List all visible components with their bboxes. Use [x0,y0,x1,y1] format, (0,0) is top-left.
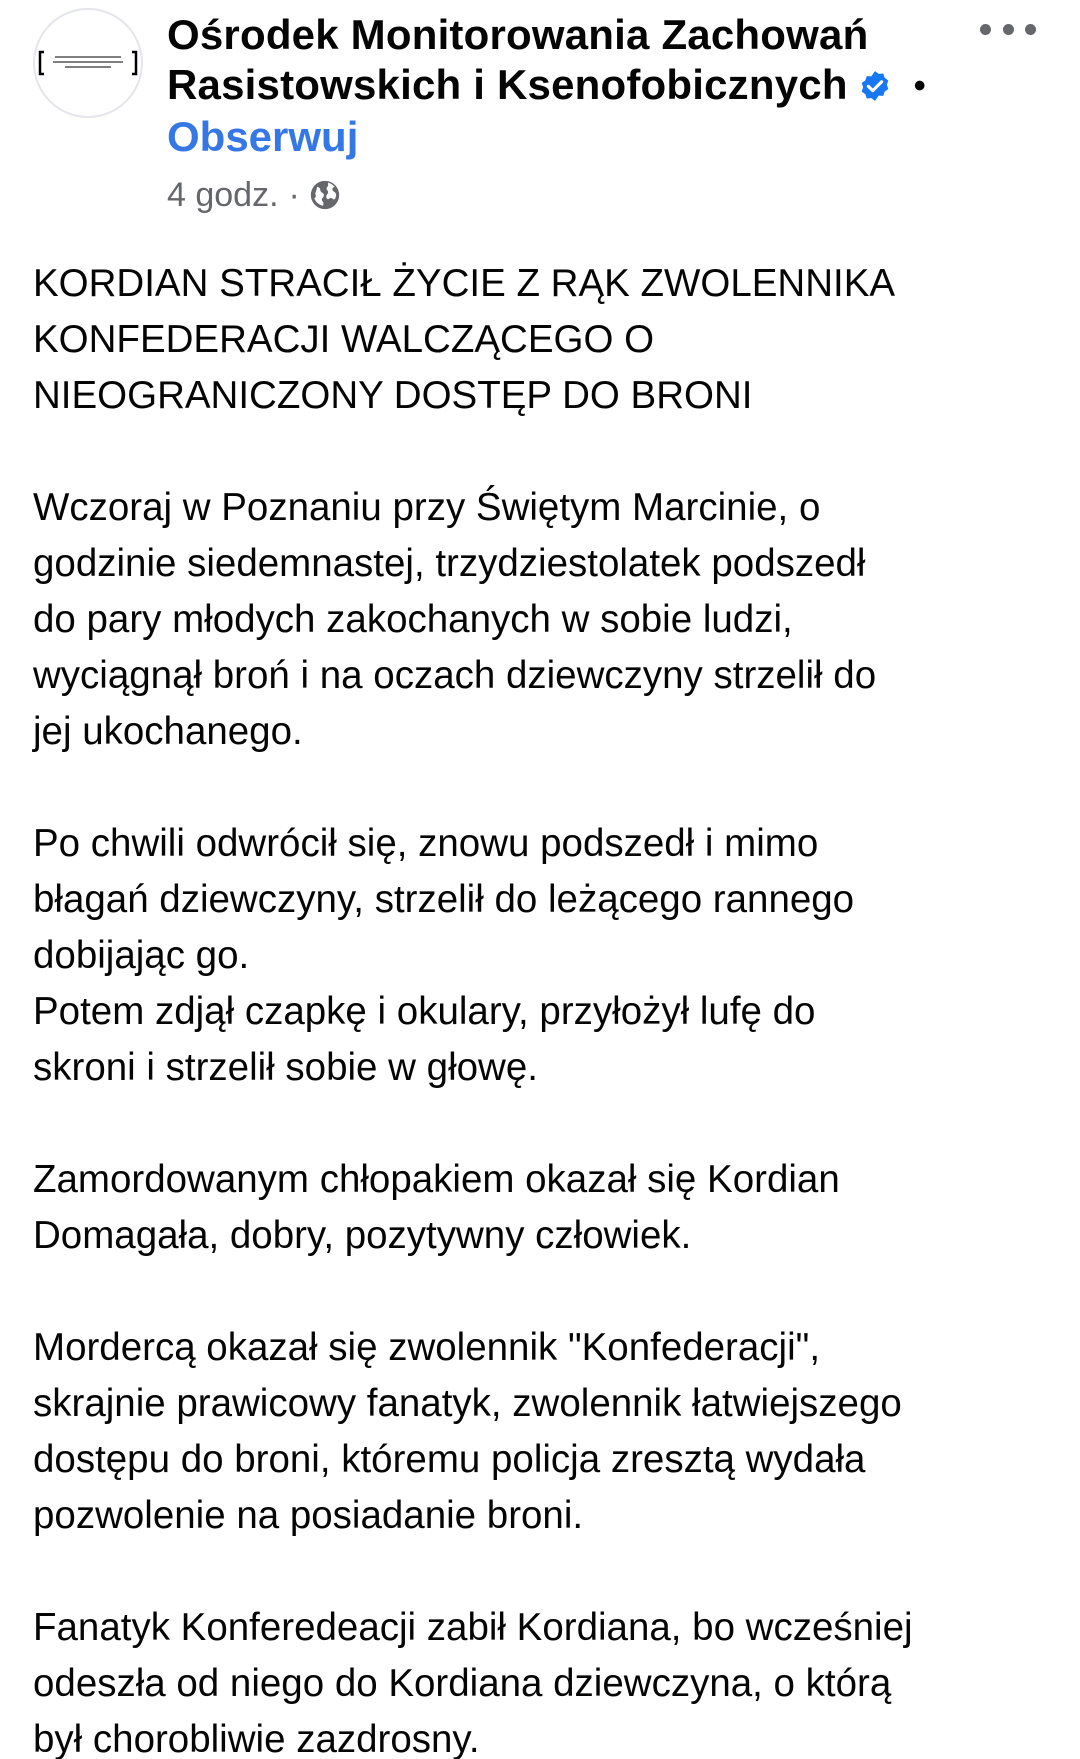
page-logo [35,10,141,116]
meta-separator: · [288,175,300,214]
post-paragraph: Zamordowanym chłopakiem okazał się Kordian Domagała, dobry, pozytywny człowiek. [33,1158,840,1257]
post-text [33,256,1053,1759]
follow-button[interactable]: Obserwuj [167,113,359,160]
more-dot [1003,24,1014,35]
more-options-icon[interactable] [980,12,1036,46]
globe-icon[interactable] [308,178,342,212]
post-paragraph: Mordercą okazał się zwolennik "Konfederacji", skrajnie prawicowy fanatyk, zwolennik łatwiejszego dostępu do broni, któremu policja zresztą wydała pozwolenie na posiadanie broni. [33,1326,902,1537]
post-header [0,0,1080,230]
page-name-line-2-text[interactable]: Rasistowskich i Ksenofobicznych [167,61,848,108]
post-paragraph: Fanatyk Konferedeacji zabił Kordiana, bo wcześniej odeszła od niego do Kordiana dziewczyna, o którą był chorobliwie zazdrosny. [33,1606,913,1759]
post-paragraph: Wczoraj w Poznaniu przy Świętym Marcinie, o godzinie siedemnastej, trzydziestolatek podszedł do pary młodych zakochanych w sobie ludzi, wyciągnął broń i na oczach dziewczyny strzelił do jej ukochanego. [33,486,877,753]
page-name[interactable] [167,10,967,111]
name-dot-separator: • [913,67,926,105]
page-avatar[interactable] [33,8,143,118]
post-meta [167,172,342,218]
more-dot [980,24,991,35]
page-name-line-2 [167,60,967,111]
page-name-line-1[interactable]: Ośrodek Monitorowania Zachowań [167,11,869,58]
verified-badge-icon [858,69,892,103]
post-paragraph: Po chwili odwrócił się, znowu podszedł i mimo błagań dziewczyny, strzelił do leżącego rannego dobijając go. Potem zdjął czapkę i okulary, przyłożył lufę do skroni i strzelił sobie w głowę. [33,822,855,1089]
post-timestamp[interactable]: 4 godz. [167,175,279,214]
post-headline: KORDIAN STRACIŁ ŻYCIE Z RĄK ZWOLENNIKA KONFEDERACJI WALCZĄCEGO O NIEOGRANICZONY DOSTĘP DO BRONI [33,262,896,417]
more-dot [1025,24,1036,35]
